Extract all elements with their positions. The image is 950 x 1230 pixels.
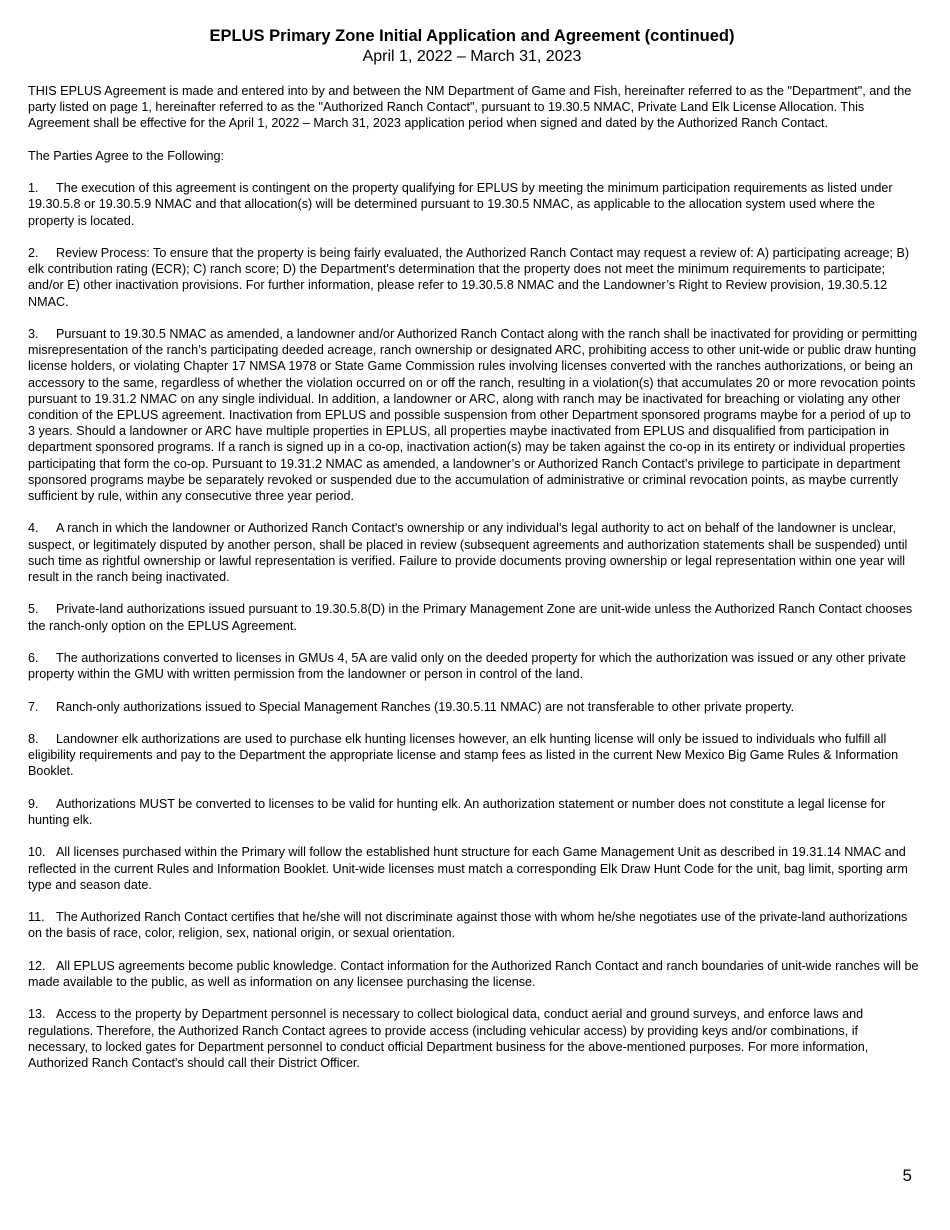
clause-text: Landowner elk authorizations are used to purchase elk hunting licenses however, an elk hunting license will only be issued to individuals who fulfill all eligibility requirements and pay to the Department the appropriate license and stamp fees as listed in the current New Mexico Big Game Rules & Information Booklet. bbox=[28, 731, 899, 779]
clause-number: 8. bbox=[28, 731, 39, 746]
clause-number: 5. bbox=[28, 602, 39, 617]
clause-text: Access to the property by Department personnel is necessary to collect biological data, conduct aerial and ground surveys, and enforce laws and regulations. Therefore, the Authorized Ranch Contact agrees to provide access (including vehicular access) by providing keys and/or combinations, if necessary, to locked gates for Department personnel to conduct official Department business for the above-mentioned purposes. For more information, Authorized Ranch Contact's should call their District Officer. bbox=[28, 1007, 869, 1070]
clause-4 bbox=[28, 520, 920, 585]
clause-text: All licenses purchased within the Primary will follow the established hunt structure for each Game Management Unit as described in 19.31.14 NMAC and reflected in the current Rules and Information Booklet. Unit-wide licenses must match a corresponding Elk Draw Hunt Code for the unit, bag limit, sporting arm type and season date. bbox=[28, 845, 908, 892]
clause-8 bbox=[28, 731, 920, 780]
clause-number: 9. bbox=[28, 796, 39, 811]
page-title: EPLUS Primary Zone Initial Application and Agreement (continued) bbox=[209, 27, 735, 45]
clause-text: Private-land authorizations issued pursuant to 19.30.5.8(D) in the Primary Management Zone are unit-wide unless the Authorized Ranch Contact chooses the ranch-only option on the EPLUS Agreement. bbox=[28, 602, 913, 633]
clause-text: The authorizations converted to licenses in GMUs 4, 5A are valid only on the deeded property for which the authorization was issued or any other private property within the GMU with written permission from the landowner or person in control of the land. bbox=[28, 651, 906, 682]
agree-heading: The Parties Agree to the Following: bbox=[28, 148, 225, 163]
agreement-body bbox=[28, 83, 920, 1087]
clause-number: 10. bbox=[28, 845, 46, 860]
clause-13 bbox=[28, 1006, 920, 1071]
clause-7 bbox=[28, 699, 920, 715]
clause-number: 2. bbox=[28, 245, 39, 260]
clause-12 bbox=[28, 958, 920, 990]
clause-text: The Authorized Ranch Contact certifies that he/she will not discriminate against those with whom he/she negotiates use of the private-land authorizations on the basis of race, color, religion, sex, national origin, or sexual orientation. bbox=[28, 910, 908, 941]
clause-number: 1. bbox=[28, 181, 39, 196]
clause-text: Review Process: To ensure that the property is being fairly evaluated, the Authorized Ranch Contact may request a review of: A) participating acreage; B) elk contribution rating (ECR); C) ranch score; D) the Department's determination that the property does not meet the minimum requirements to participate; and/or E) other inactivation provisions. For further information, please refer to 19.30.5.8 NMAC and the Landowner’s Right to Review provision, 19.30.5.12 NMAC. bbox=[28, 245, 910, 309]
clause-text: Ranch-only authorizations issued to Special Management Ranches (19.30.5.11 NMAC) are not transferable to other private property. bbox=[56, 699, 795, 714]
clause-6 bbox=[28, 650, 920, 682]
clause-3 bbox=[28, 326, 920, 504]
clause-11 bbox=[28, 909, 920, 941]
clause-2 bbox=[28, 245, 920, 310]
clause-text: The execution of this agreement is contingent on the property qualifying for EPLUS by meeting the minimum participation requirements as listed under 19.30.5.8 or 19.30.5.9 NMAC and that allocation(s) will be determined pursuant to 19.30.5 NMAC, as applicable to the allocation system used where the property is located. bbox=[28, 181, 893, 228]
intro-paragraph: THIS EPLUS Agreement is made and entered into by and between the NM Department of Game and Fish, hereinafter referred to as the "Department", and the party listed on page 1, hereinafter referred to as the "Authorized Ranch Contact", pursuant to 19.30.5 NMAC, Private Land Elk License Allocation. This Agreement shall be effective for the April 1, 2022 – March 31, 2023 application period when signed and dated by the Authorized Ranch Contact. bbox=[28, 84, 912, 131]
clause-1 bbox=[28, 180, 920, 229]
clause-number: 3. bbox=[28, 326, 39, 341]
clause-5 bbox=[28, 601, 920, 633]
clause-text: Pursuant to 19.30.5 NMAC as amended, a landowner and/or Authorized Ranch Contact along with the ranch shall be inactivated for providing or permitting misrepresentation of the ranch’s participating deeded acreage, ranch ownership or designated ARC, prohibiting access to other unit-wide or public draw hunting license holders, or violating Chapter 17 NMSA 1978 or State Game Commission rules involving licenses converted with the ranches authorizations, or being an accessory to the same, regardless of whether the violation occurred on or off the ranch, resulting in a violation(s) that accumulates 20 or more revocation points pursuant to 19.31.2 NMAC on any single individual. In addition, a landowner or ARC, along with ranch may be inactivated for breaching or violating any other condition of the EPLUS agreement. Inactivation from EPLUS and possible suspension from other Department sponsored programs maybe for a period of up to 3 years. Should a landowner or ARC have multiple properties in EPLUS, all properties maybe inactivated from EPLUS and disqualified from participation in department sponsored programs. If a ranch is signed up in a co-op, inactivation action(s) may be taken against the co-op in its entirety or individual properties participating that form the co-op. Pursuant to 19.31.2 NMAC as amended, a landowner’s or Authorized Ranch Contact’s privilege to participate in department sponsored programs maybe be separately revoked or suspended due to the accumulation of administrative or criminal revocation points, as maybe currently sufficient by rule, within any consecutive three year period. bbox=[28, 326, 918, 504]
clause-text: Authorizations MUST be converted to licenses to be valid for hunting elk. An authorization statement or number does not constitute a legal license for hunting elk. bbox=[28, 796, 886, 827]
clause-text: All EPLUS agreements become public knowledge. Contact information for the Authorized Ranch Contact and ranch boundaries of unit-wide ranches will be made available to the public, as well as information on any licensee purchasing the license. bbox=[28, 958, 919, 989]
clause-10 bbox=[28, 844, 920, 893]
clause-number: 12. bbox=[28, 958, 46, 973]
clause-number: 13. bbox=[28, 1007, 46, 1022]
page-number: 5 bbox=[902, 1166, 912, 1185]
clause-number: 4. bbox=[28, 521, 39, 536]
clause-number: 7. bbox=[28, 699, 39, 714]
page-subtitle: April 1, 2022 – March 31, 2023 bbox=[362, 48, 582, 65]
clause-text: A ranch in which the landowner or Authorized Ranch Contact's ownership or any individual's legal authority to act on behalf of the landowner is unclear, suspect, or legitimately disputed by another person, shall be placed in review (subsequent agreements and authorization statements shall be suspended) until such time as rightful ownership or lawful representation is verified. Failure to provide documents proving ownership or legal representation within one year will result in the ranch being inactivated. bbox=[28, 521, 908, 585]
clause-9 bbox=[28, 796, 920, 828]
clause-number: 11. bbox=[28, 910, 45, 925]
clause-number: 6. bbox=[28, 651, 39, 665]
